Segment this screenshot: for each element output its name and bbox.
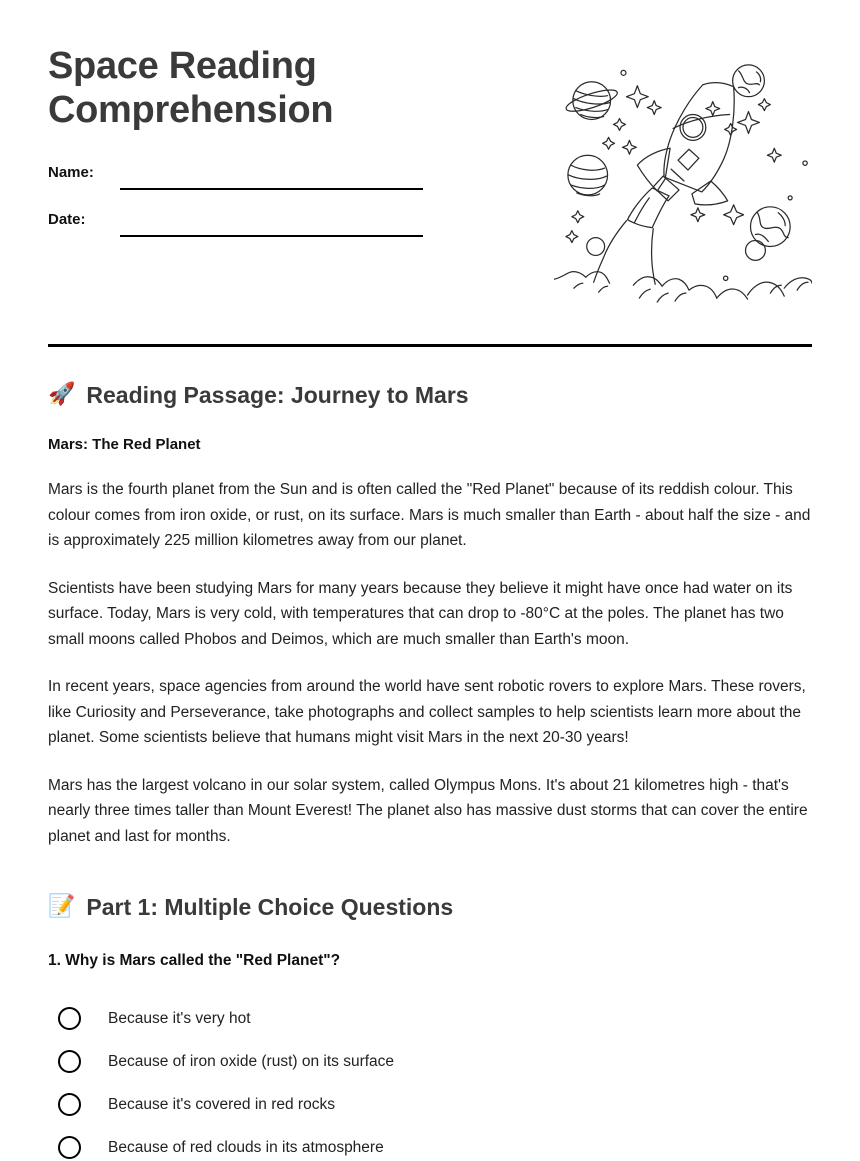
small-moon-left — [587, 238, 605, 256]
option-row[interactable] — [48, 997, 812, 1040]
rocket-illustration — [554, 54, 812, 312]
header-divider — [48, 344, 812, 347]
radio-button-icon[interactable] — [58, 1007, 81, 1030]
option-label: Because it's covered in red rocks — [108, 1096, 335, 1113]
reading-passage-heading-text: Reading Passage: Journey to Mars — [86, 382, 469, 408]
date-field-row — [48, 211, 423, 229]
clouds — [554, 272, 812, 302]
name-field-label: Name: — [48, 164, 94, 181]
small-moon-right — [746, 241, 766, 261]
question-text: 1. Why is Mars called the "Red Planet"? — [48, 952, 341, 969]
worksheet-content — [48, 380, 812, 1161]
rocket — [594, 83, 735, 284]
date-field-label: Date: — [48, 211, 86, 228]
rocket-icon: 🚀 — [48, 382, 76, 407]
name-field-row — [48, 164, 423, 182]
part1-heading-text: Part 1: Multiple Choice Questions — [86, 894, 454, 920]
option-label: Because of red clouds in its atmosphere — [108, 1139, 384, 1156]
option-row[interactable] — [48, 1126, 812, 1161]
earth-planet-top — [733, 65, 765, 97]
radio-button-icon[interactable] — [58, 1093, 81, 1116]
option-row[interactable] — [48, 1040, 812, 1083]
date-field-input-line[interactable] — [120, 234, 423, 237]
option-row[interactable] — [48, 1083, 812, 1126]
passage-paragraph: Mars is the fourth planet from the Sun and is often called the "Red Planet" because of its reddish colour. This colour comes from iron oxide, or rust, on its surface. Mars is much smaller than Earth - about half the size - and is approximately 225 million kilometres away from our planet. — [48, 481, 811, 549]
passage-paragraph: In recent years, space agencies from around the world have sent robotic rovers to explore Mars. These rovers, like Curiosity and Perseverance, take photographs and collect samples to help scientists learn more about the planet. Some scientists believe that humans might visit Mars in the next 20-30 years! — [48, 678, 806, 746]
page-title: Space Reading Comprehension — [48, 45, 334, 131]
sparkle-stars — [566, 86, 781, 243]
reading-passage-heading — [48, 380, 812, 410]
option-label: Because of iron oxide (rust) on its surface — [108, 1053, 395, 1070]
ringed-planet — [564, 82, 619, 120]
striped-planet — [568, 155, 608, 195]
radio-button-icon[interactable] — [58, 1136, 81, 1159]
passage-paragraph: Mars has the largest volcano in our solar system, called Olympus Mons. It's about 21 kilometres high - that's nearly three times taller than Mount Everest! The planet also has massive dust storms that can cover the entire planet and last for months. — [48, 776, 808, 845]
memo-icon: 📝 — [48, 894, 76, 919]
passage-paragraph: Scientists have been studying Mars for many years because they believe it might have once had water on its surface. Today, Mars is very cold, with temperatures that can drop to -80°C at the poles. The planet has two small moons called Phobos and Deimos, which are much smaller than Earth's moon. — [48, 579, 793, 648]
passage-subhead: Mars: The Red Planet — [48, 436, 201, 453]
radio-button-icon[interactable] — [58, 1050, 81, 1073]
name-field-input-line[interactable] — [120, 187, 423, 190]
question-1-options — [48, 997, 812, 1161]
option-label: Because it's very hot — [108, 1010, 251, 1027]
part1-heading — [48, 892, 812, 922]
worksheet-header — [48, 44, 812, 324]
